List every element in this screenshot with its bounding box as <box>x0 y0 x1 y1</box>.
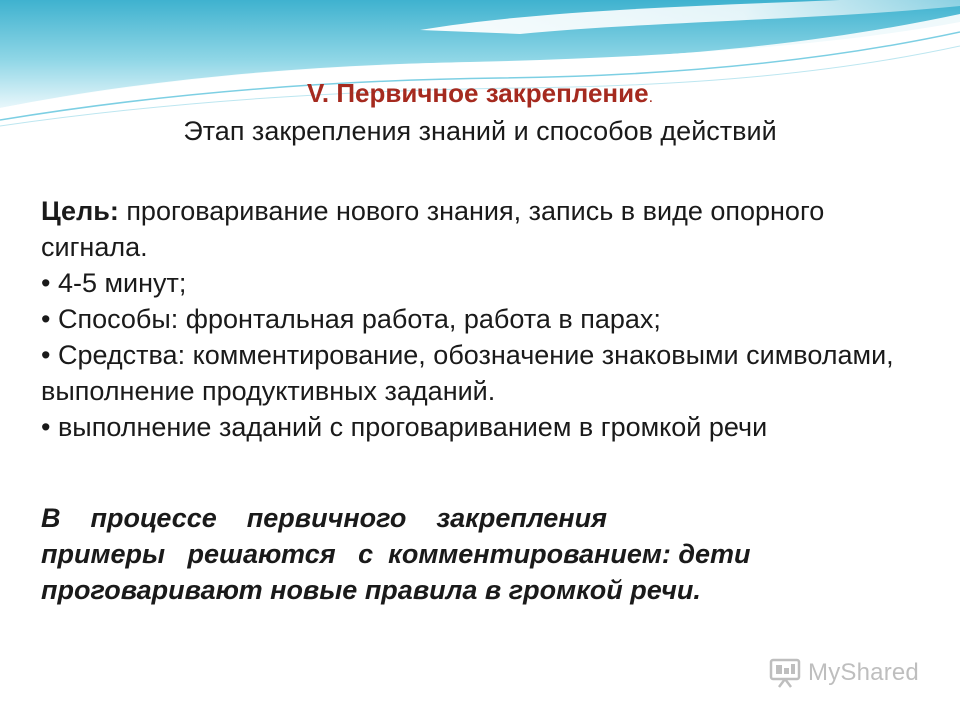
conclusion-line: В процессе первичного закрепления <box>41 503 608 533</box>
bullet-item: • выполнение заданий с проговариванием в громкой речи <box>41 412 768 442</box>
goal-label: Цель: <box>41 196 119 226</box>
conclusion-line: проговаривают новые правила в громкой речи. <box>41 575 701 605</box>
slide-subheading: Этап закрепления знаний и способов действий <box>183 116 777 146</box>
myshared-watermark <box>768 656 919 690</box>
goal-paragraph <box>41 193 921 265</box>
slide-heading-text: V. Первичное закрепление <box>306 78 649 108</box>
watermark-text: MyShared <box>808 659 919 686</box>
bullet-item: • Средства: комментирование, обозначение знаковыми символами, выполнение продуктивных заданий. <box>41 340 894 406</box>
presentation-board-icon <box>768 656 802 690</box>
header-wave-decoration <box>0 0 960 130</box>
slide-heading <box>0 78 960 109</box>
conclusion-paragraph <box>41 500 921 608</box>
bullet-item: • Способы: фронтальная работа, работа в парах; <box>41 304 661 334</box>
slide-body <box>41 193 921 445</box>
conclusion-line: примеры решаются с комментированием: дети <box>41 539 751 569</box>
slide-heading-suffix: . <box>648 89 654 106</box>
goal-text: проговаривание нового знания, запись в виде опорного сигнала. <box>41 196 825 262</box>
bullet-item: • 4-5 минут; <box>41 268 187 298</box>
